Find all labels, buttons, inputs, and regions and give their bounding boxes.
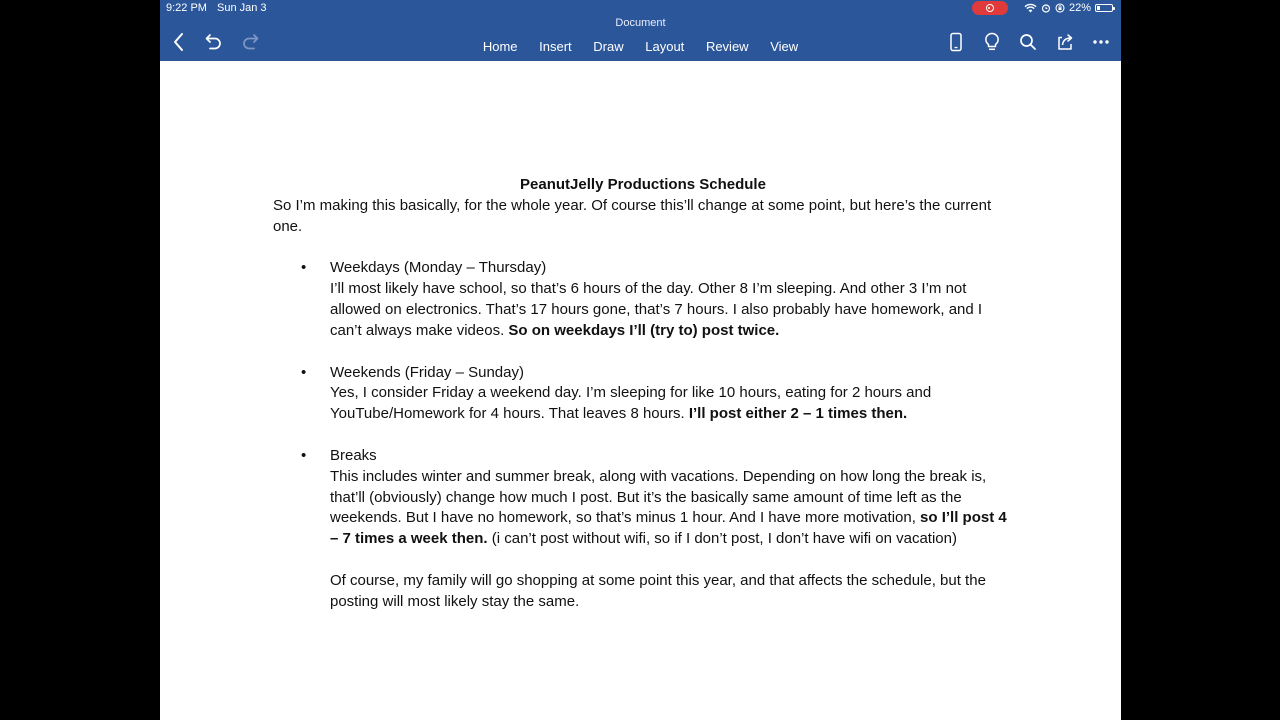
battery-percent: 22% <box>1068 2 1091 14</box>
phone-view-icon[interactable] <box>945 31 967 53</box>
list-item <box>273 258 1013 341</box>
wifi-icon <box>1024 3 1037 13</box>
word-toolbar <box>160 0 1121 61</box>
ribbon-tabs <box>160 39 1121 54</box>
battery-icon <box>1095 4 1113 12</box>
more-icon[interactable] <box>1090 31 1112 53</box>
tab-view[interactable]: View <box>770 39 799 54</box>
orientation-lock-icon <box>1055 3 1065 13</box>
bullet-icon: • <box>301 363 307 381</box>
tab-review[interactable]: Review <box>705 39 749 54</box>
tab-insert[interactable]: Insert <box>539 39 572 54</box>
status-time: 9:22 PM <box>166 2 207 14</box>
lightbulb-icon[interactable] <box>981 31 1003 53</box>
alarm-icon <box>1041 3 1051 13</box>
document-heading: PeanutJelly Productions Schedule <box>520 176 766 193</box>
status-date: Sun Jan 3 <box>217 2 267 14</box>
tab-draw[interactable]: Draw <box>593 39 624 54</box>
list-item <box>273 446 1013 550</box>
status-indicators <box>972 1 1113 15</box>
intro-paragraph: So I’m making this basically, for the whole year. Of course this’ll change at some point, but here’s the current one. <box>273 196 992 235</box>
section-emphasis: so I’ll post 4 – 7 times a week then. <box>330 509 1007 548</box>
screen-recording-icon[interactable] <box>972 1 1008 15</box>
section-heading: Weekends (Friday – Sunday) <box>330 363 524 381</box>
bullet-icon: • <box>301 259 307 277</box>
section-heading: Weekdays (Monday – Thursday) <box>330 259 547 277</box>
battery-level <box>1097 6 1100 10</box>
tab-home[interactable]: Home <box>482 39 518 54</box>
section-body: Yes, I consider Friday a weekend day. I’m sleeping for like 10 hours, eating for 2 hours and YouTube/Homework for 4 hours. That leaves 8 hours. I’ll post either 2 – 1 times then. <box>330 384 932 423</box>
bullet-icon: • <box>301 446 307 464</box>
ipad-screen <box>160 0 1121 720</box>
section-emphasis: So on weekdays I’ll (try to) post twice. <box>508 321 780 339</box>
section-emphasis: I’ll post either 2 – 1 times then. <box>688 405 908 423</box>
section-heading: Breaks <box>330 446 377 464</box>
section-body: This includes winter and summer break, along with vacations. Depending on how long the break is, that’ll (obviously) change how much I post. But it’s the basically same amount of time left as the weekends. But I have no homework, so that’s minus 1 hour. And I have more motivation, so I’ll post 4 – 7 times a week then. (i can’t post without wifi, so if I don’t post, I don’t have wifi on vacation) <box>330 467 1007 548</box>
search-icon[interactable] <box>1017 31 1039 53</box>
document-body[interactable] <box>273 175 1013 613</box>
share-icon[interactable] <box>1054 31 1076 53</box>
closing-paragraph: Of course, my family will go shopping at some point this year, and that affects the schedule, but the posting will most likely stay the same. <box>330 571 986 610</box>
tab-layout[interactable]: Layout <box>645 39 685 54</box>
document-title[interactable]: Document <box>615 17 666 29</box>
list-item <box>273 363 1013 425</box>
section-body: I’ll most likely have school, so that’s 6 hours of the day. Other 8 I’m sleeping. And other 3 I’m not allowed on electronics. That’s 17 hours gone, that’s 7 hours. I also probably have homework, and I can’t always make videos. So on weekdays I’ll (try to) post twice. <box>330 280 983 339</box>
